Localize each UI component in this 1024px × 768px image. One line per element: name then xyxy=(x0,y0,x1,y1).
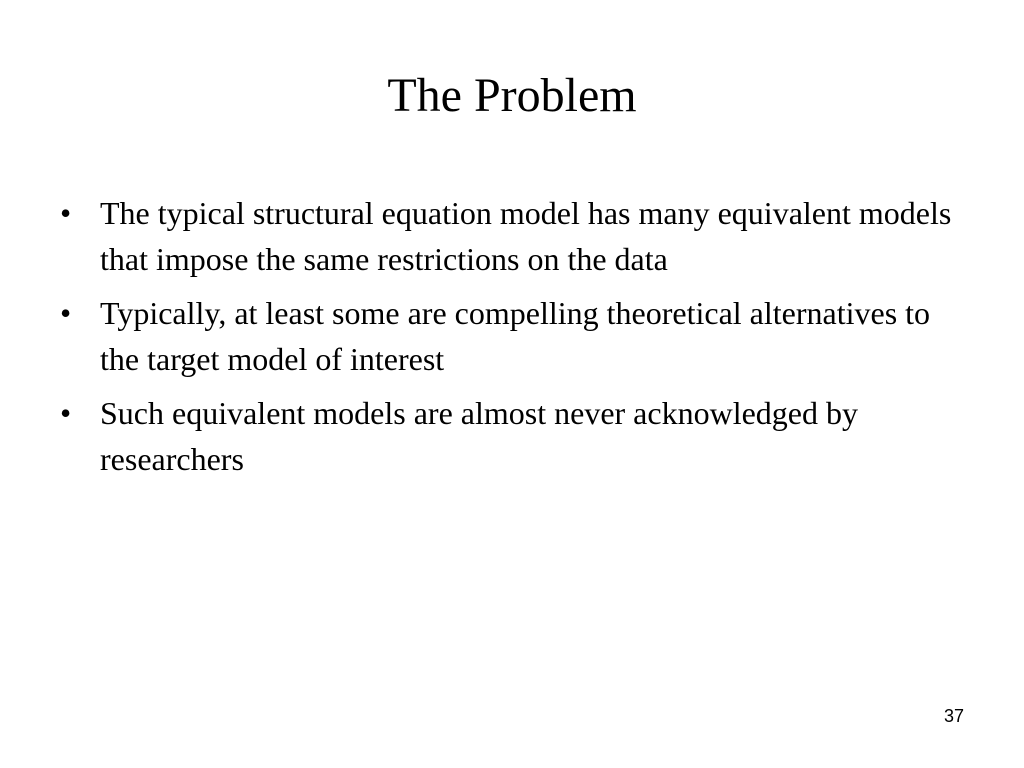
slide-title: The Problem xyxy=(387,69,637,122)
bullet-item xyxy=(60,290,960,382)
bullet-text: The typical structural equation model has many equivalent models that impose the same restrictions on the data xyxy=(100,195,952,277)
bullet-icon: • xyxy=(60,395,72,431)
bullet-icon: • xyxy=(60,195,72,231)
page-number: 37 xyxy=(943,706,964,726)
bullet-text: Typically, at least some are compelling theoretical alternatives to the target model of interest xyxy=(100,295,931,377)
bullet-list xyxy=(60,190,960,490)
bullet-icon: • xyxy=(60,295,72,331)
bullet-text: Such equivalent models are almost never acknowledged by researchers xyxy=(100,395,858,477)
bullet-item xyxy=(60,190,960,282)
bullet-item xyxy=(60,390,960,482)
